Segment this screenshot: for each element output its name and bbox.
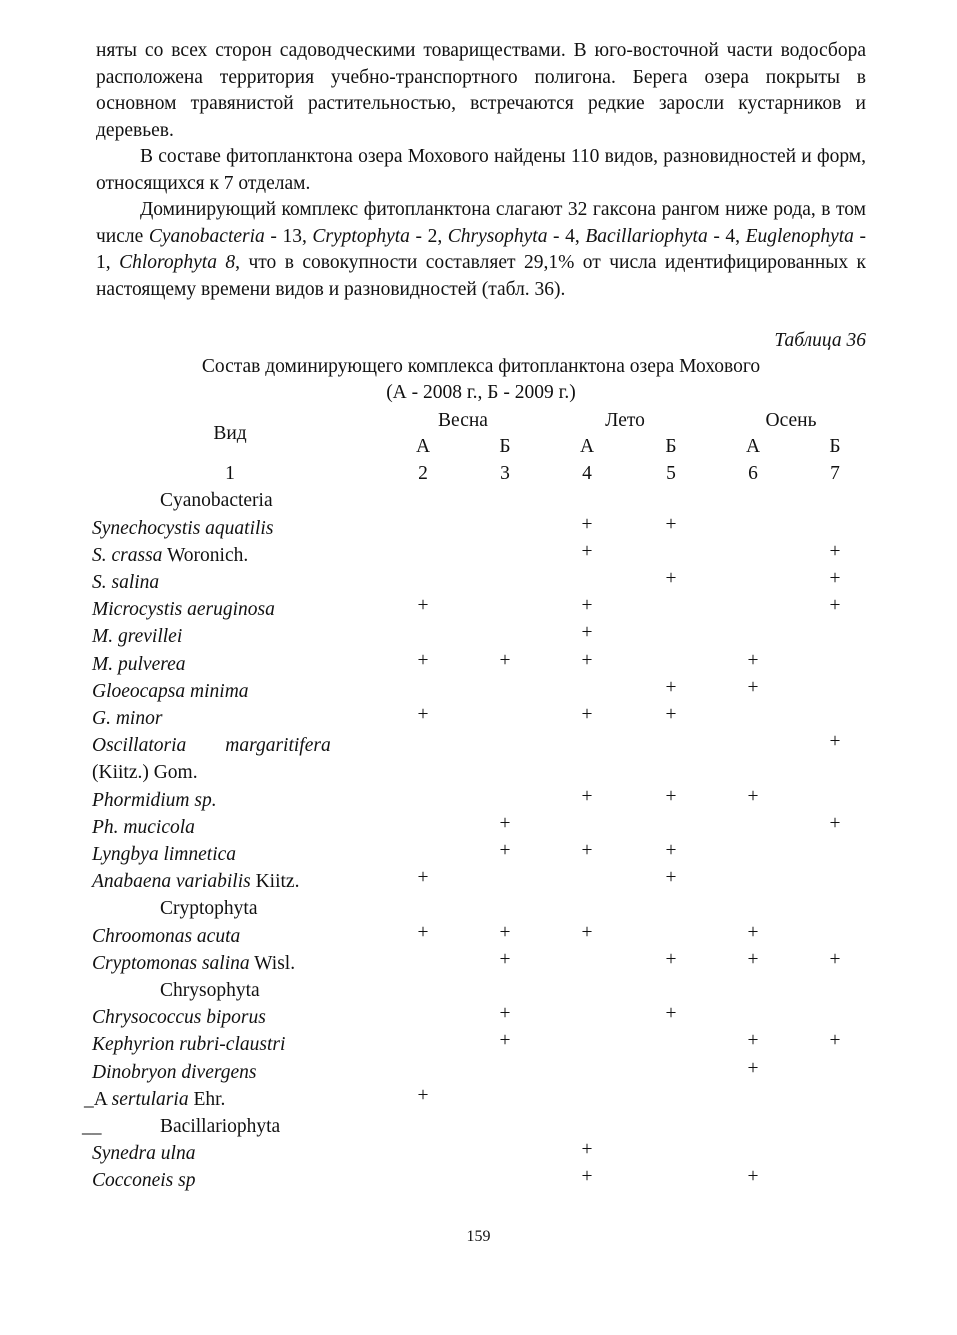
presence-mark: + [747, 1057, 759, 1079]
column-number: 6 [748, 463, 758, 485]
species-latin-name: Phormidium sp. [92, 789, 217, 811]
table-label: Таблица 36 [774, 330, 866, 351]
species-name [92, 681, 249, 703]
species-name [92, 953, 295, 975]
presence-mark: + [665, 704, 677, 725]
species-name [92, 1062, 256, 1084]
group-heading: Cryptophyta [160, 898, 258, 920]
row-prefix: _A [84, 1088, 112, 1110]
presence-mark: + [499, 921, 511, 943]
taxon-name: Chlorophyta [119, 252, 217, 273]
column-header-spring: Весна [438, 410, 488, 431]
species-name [92, 926, 240, 948]
column-number: 5 [666, 463, 676, 485]
species-latin-name: Anabaena variabilis [92, 871, 251, 893]
column-number: 7 [830, 463, 840, 485]
presence-mark: + [581, 785, 593, 807]
species-name [92, 790, 217, 812]
presence-mark: + [665, 948, 677, 970]
taxon-name: Chrysophyta [447, 225, 548, 247]
presence-mark: + [417, 704, 429, 725]
presence-mark: + [581, 622, 593, 644]
presence-mark: + [829, 540, 841, 562]
group-heading: Chrysophyta [160, 980, 260, 1001]
presence-mark: + [829, 731, 841, 753]
species-latin-name: sertularia [111, 1088, 189, 1110]
presence-mark: + [417, 921, 429, 943]
presence-mark: + [499, 812, 511, 834]
subcolumn-header: А [415, 436, 431, 457]
species-latin-name: Ph. mucicola [92, 816, 195, 838]
column-header-autumn: Осень [765, 410, 817, 431]
paragraph-text: - 13, [264, 225, 313, 247]
species-name [92, 518, 273, 540]
species-name [92, 844, 236, 866]
column-header-species: Вид [213, 423, 247, 444]
presence-mark: + [499, 840, 511, 861]
taxon-name: Cryptophyta [312, 225, 410, 247]
species-latin-name: G. minor [92, 708, 163, 729]
presence-mark: + [581, 704, 593, 725]
presence-mark: + [417, 649, 429, 671]
species-author: Kiitz. [250, 871, 300, 893]
species-latin-name: Synedra ulna [92, 1143, 196, 1165]
presence-mark: + [581, 540, 593, 562]
species-name [92, 735, 331, 757]
table-caption: Состав доминирующего комплекса фитопланктона озера Мохового [201, 356, 761, 377]
species-latin-name: Lyngbya limnetica [92, 844, 237, 865]
presence-mark: + [581, 840, 593, 861]
column-number: 1 [225, 463, 235, 485]
taxon-name: Euglenophyta [745, 225, 854, 247]
paragraph-text: - 1, [96, 225, 866, 273]
presence-mark: + [417, 1084, 429, 1106]
species-latin-name: Cryptomonas salina [92, 952, 250, 974]
species-name [84, 1089, 225, 1111]
species-name [92, 626, 182, 648]
presence-mark: + [581, 649, 593, 671]
subcolumn-header: А [745, 436, 761, 457]
species-author: Wisl. [249, 952, 296, 974]
species-name [92, 1143, 195, 1165]
presence-mark: + [747, 1166, 759, 1188]
subcolumn-header: Б [665, 436, 677, 457]
presence-mark: + [417, 595, 429, 617]
column-number: 4 [582, 463, 592, 485]
column-number: 2 [418, 463, 428, 485]
presence-mark: + [665, 840, 677, 861]
taxon-name: Cyanobacteria [148, 225, 265, 247]
paragraph-intro: няты со всех сторон садоводческими товариществами. В юго-восточной части водосбора расположена территория учебно-транспортного полигона. Берега озера покрыты в основном травянистой растительностью, встречаются редкие заросли кустарников и деревьев. [96, 40, 866, 141]
species-latin-name: S. crassa [92, 544, 163, 566]
species-latin-name: M. pulverea [92, 653, 186, 675]
presence-mark: + [665, 867, 677, 889]
species-latin-name: Kephyrion rubri-claustri [92, 1034, 286, 1056]
presence-mark: + [829, 948, 841, 970]
species-latin-name: Dinobryon divergens [92, 1061, 257, 1083]
presence-mark: + [747, 921, 759, 943]
presence-mark: + [499, 948, 511, 970]
presence-mark: + [829, 1030, 841, 1052]
presence-mark: + [665, 513, 677, 535]
group-heading: Bacillariophyta [160, 1116, 281, 1137]
species-name [92, 654, 186, 676]
table-caption-years: (А - 2008 г., Б - 2009 г.) [386, 382, 576, 403]
species-latin-name: Oscillatoria margaritifera [92, 735, 331, 757]
presence-mark: + [747, 676, 759, 698]
species-latin-name: Chroomonas acuta [92, 925, 241, 947]
taxon-name: 8 [216, 252, 236, 273]
species-name [92, 545, 248, 567]
species-latin-name: M. grevillei [92, 626, 183, 648]
species-name [92, 1007, 266, 1029]
subcolumn-header: А [579, 436, 595, 457]
species-latin-name: Chrysococcus biporus [92, 1007, 266, 1029]
presence-mark: + [499, 649, 511, 671]
paragraph-text: Доминирующий комплекс фитопланктона слагают 32 гаксона рангом ниже рода, в том числе [96, 199, 866, 247]
species-author: (Kiitz.) Gom. [92, 762, 198, 784]
group-heading: Cyanobacteria [160, 490, 273, 512]
species-latin-name: Synechocystis aquatilis [92, 517, 274, 539]
species-name [92, 572, 159, 594]
paragraph-text: - 2, [409, 225, 448, 247]
row-prefix: __ [82, 1116, 102, 1137]
species-name [92, 599, 275, 621]
presence-mark: + [499, 1030, 511, 1052]
presence-mark: + [829, 812, 841, 834]
presence-mark: + [665, 1003, 677, 1025]
species-latin-name: Gloeocapsa minima [92, 680, 249, 702]
presence-mark: + [829, 568, 841, 589]
species-author: Ehr. [188, 1088, 226, 1110]
page-number: 159 [466, 1228, 491, 1245]
species-name [92, 1034, 285, 1056]
presence-mark: + [665, 676, 677, 698]
presence-mark: + [581, 513, 593, 535]
species-latin-name: Cocconeis sp [92, 1170, 196, 1192]
species-latin-name: S. salina [92, 572, 160, 593]
presence-mark: + [747, 785, 759, 807]
presence-mark: + [581, 1166, 593, 1188]
column-number: 3 [500, 463, 510, 485]
presence-mark: + [747, 649, 759, 671]
paragraph-text: , что в совокупности составляет 29,1% от числа идентифицированных к настоящему времени видов и разновидностей (табл. 36). [96, 252, 867, 300]
presence-mark: + [829, 595, 841, 617]
paragraph-species-count: В составе фитопланктона озера Мохового найдены 110 видов, разновидностей и форм, относящихся к 7 отделам. [96, 146, 866, 194]
presence-mark: + [747, 948, 759, 970]
species-latin-name: Microcystis aeruginosa [92, 599, 275, 621]
species-name [92, 871, 299, 893]
species-name [92, 817, 195, 839]
paragraph-dominant-complex [96, 197, 866, 303]
species-name [92, 1170, 195, 1192]
species-author: Woronich. [162, 544, 249, 566]
species-name [92, 708, 162, 730]
presence-mark: + [665, 785, 677, 807]
presence-mark: + [581, 921, 593, 943]
presence-mark: + [747, 1030, 759, 1052]
presence-mark: + [665, 568, 677, 589]
presence-mark: + [417, 867, 429, 889]
column-header-summer: Лето [605, 410, 645, 431]
taxon-name: Bacillariophyta [585, 225, 708, 247]
paragraph-text: - 4, [707, 225, 746, 247]
presence-mark: + [581, 1139, 593, 1161]
subcolumn-header: Б [499, 436, 511, 457]
subcolumn-header: Б [829, 436, 841, 457]
paragraph-text: - 4, [547, 225, 586, 247]
presence-mark: + [499, 1003, 511, 1025]
presence-mark: + [581, 595, 593, 617]
